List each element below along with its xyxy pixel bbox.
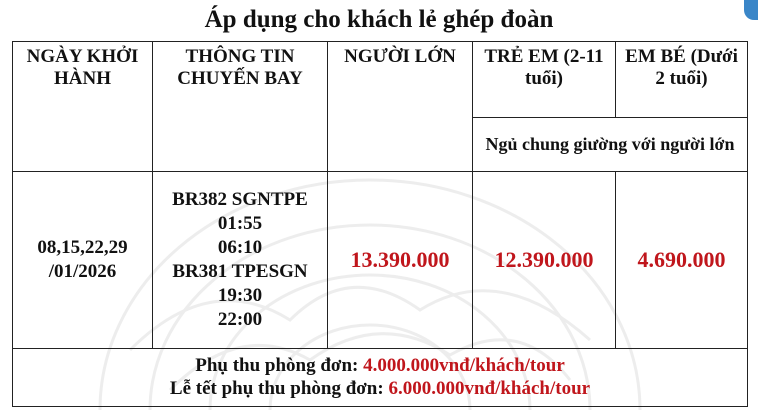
header-child: TRẺ EM (2-11 tuổi) <box>473 42 616 118</box>
flight-outbound-arrive-time: 06:10 <box>217 237 263 259</box>
holiday-value: 6.000.000vnđ/khách/tour <box>388 378 591 400</box>
flight-outbound-code: BR382 SGNTPE <box>172 189 308 211</box>
departure-date-cell: 08,15,22,29 /01/2026 <box>13 172 153 348</box>
adult-price: 13.390.000 <box>328 172 473 348</box>
infant-price: 4.690.000 <box>616 172 748 348</box>
header-departure-date: NGÀY KHỞI HÀNH <box>13 42 153 172</box>
subheader-child-shared-bed: Ngủ chung giường với người lớn <box>473 118 748 172</box>
single-room-surcharge <box>15 354 745 377</box>
flight-outbound-depart-time: 01:55 <box>217 213 263 235</box>
page-title: Áp dụng cho khách lẻ ghép đoàn <box>204 6 554 33</box>
header-adult: NGƯỜI LỚN <box>328 42 473 172</box>
surcharge-notes <box>13 348 748 406</box>
flight-return-arrive-time: 22:00 <box>217 309 263 331</box>
single-room-label: Phụ thu phòng đơn: <box>195 355 364 377</box>
holiday-single-room-surcharge <box>15 377 745 400</box>
flight-return-code: BR381 TPESGN <box>172 261 308 283</box>
flight-info-cell <box>153 172 328 348</box>
header-flight-info: THÔNG TIN CHUYẾN BAY <box>153 42 328 172</box>
header-infant: EM BÉ (Dưới 2 tuổi) <box>616 42 748 118</box>
flight-return-depart-time: 19:30 <box>217 285 263 307</box>
price-table <box>12 41 748 407</box>
child-price: 12.390.000 <box>473 172 616 348</box>
single-room-value: 4.000.000vnđ/khách/tour <box>363 355 565 377</box>
holiday-label: Lễ tết phụ thu phòng đơn: <box>169 378 389 400</box>
